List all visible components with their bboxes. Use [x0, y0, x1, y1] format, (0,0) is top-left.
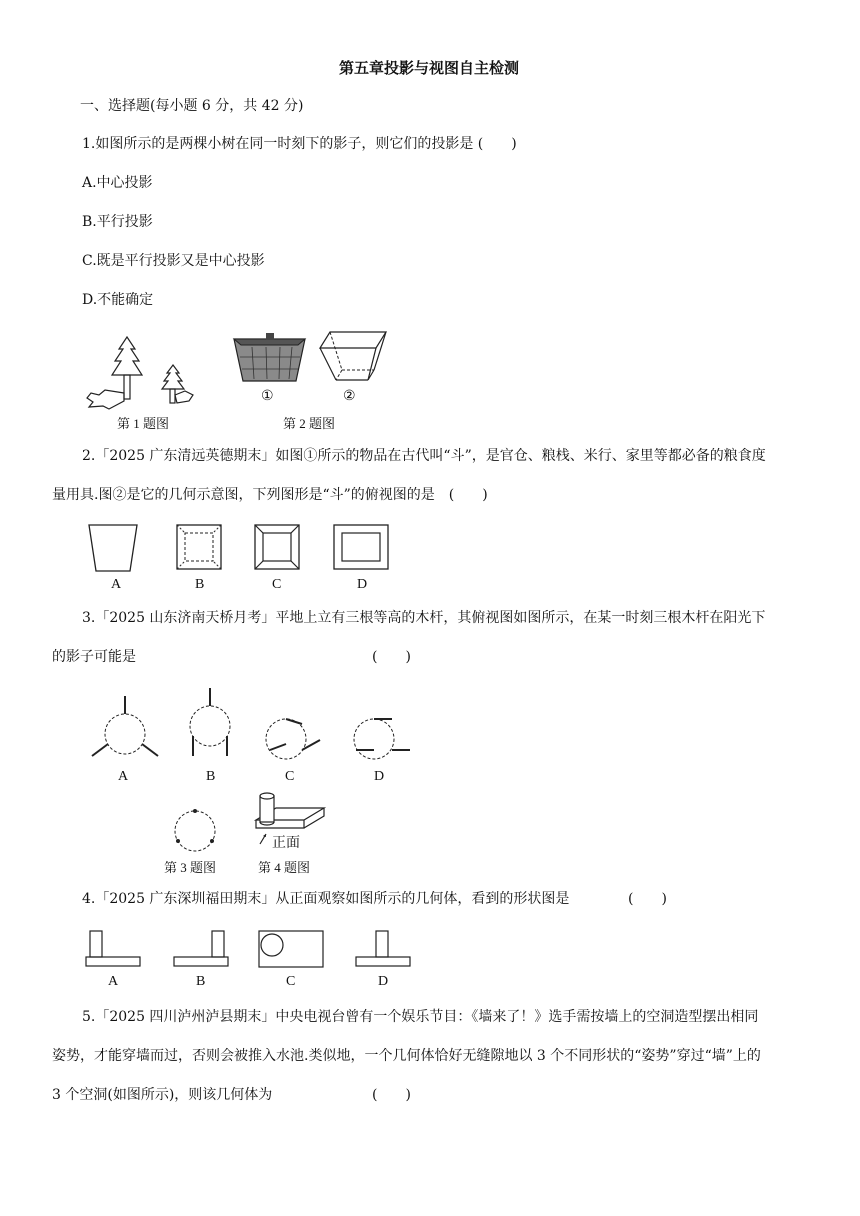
q4-choice-c-label: C	[286, 974, 296, 989]
fig3-caption: 第 3 题图	[164, 860, 217, 875]
fig2-frustum-diagram	[318, 330, 390, 386]
q4-stem: 4.「2025 广东深圳福田期末」从正面观察如图所示的几何体，看到的形状图是	[82, 891, 570, 907]
section-heading: 一、选择题(每小题 6 分，共 42 分)	[80, 98, 304, 114]
fig3-top-view-figure	[170, 806, 220, 856]
page-title: 第五章投影与视图自主检测	[339, 59, 520, 77]
q3-choice-d-label: D	[374, 769, 385, 784]
q3-choice-c-label: C	[285, 769, 295, 784]
q1-option-d[interactable]: D.不能确定	[82, 292, 154, 308]
q2-choice-a-figure[interactable]	[88, 524, 138, 572]
q4-choice-a-figure[interactable]	[85, 930, 141, 968]
q4-choice-d-figure[interactable]	[355, 930, 411, 968]
fig2-caption: 第 2 题图	[283, 416, 336, 431]
q3-choice-d-figure[interactable]	[344, 712, 414, 762]
q2-line1: 2.「2025 广东清远英德期末」如图①所示的物品在古代叫“斗”，是官仓、粮栈、米行、家里等都必备的粮食度	[82, 448, 766, 464]
q1-stem: 1.如图所示的是两棵小树在同一时刻下的影子，则它们的投影是 ( )	[82, 136, 517, 152]
q1-option-c[interactable]: C.既是平行投影又是中心投影	[82, 253, 265, 269]
q5-line1: 5.「2025 四川泸州泸县期末」中央电视台曾有一个娱乐节目：《墙来了！》选手需按墙上的空洞造型摆出相同	[82, 1009, 759, 1025]
q3-choice-a-label: A	[118, 769, 129, 784]
fig4-caption: 第 4 题图	[258, 860, 311, 875]
q2-choice-a-label: A	[111, 577, 122, 592]
q3-choice-a-figure[interactable]	[90, 694, 160, 764]
q2-choice-b-figure[interactable]	[176, 524, 222, 570]
q3-bracket: ( )	[372, 649, 411, 665]
q4-choice-a-label: A	[108, 974, 119, 989]
q3-choice-c-figure[interactable]	[258, 712, 324, 762]
q4-bracket: ( )	[628, 891, 667, 907]
q4-choice-b-figure[interactable]	[173, 930, 229, 968]
q2-line2: 量用具.图②是它的几何示意图，下列图形是“斗”的俯视图的是 ( )	[52, 487, 488, 503]
fig2-label-2: ②	[343, 389, 356, 404]
q3-line1: 3.「2025 山东济南天桥月考」平地上立有三根等高的木杆，其俯视图如图所示，在某一时刻三根木杆在阳光下	[82, 610, 766, 626]
q3-choice-b-label: B	[206, 769, 216, 784]
fig2-dou-photo	[232, 333, 307, 385]
q5-line2: 姿势，才能穿墙而过，否则会被推入水池.类似地，一个几何体恰好无缝隙地以 3 个不同形状的“姿势”穿过“墙”上的	[52, 1048, 761, 1064]
q4-choice-c-figure[interactable]	[258, 930, 324, 968]
fig4-front-label: 正面	[272, 836, 300, 851]
q4-choice-b-label: B	[196, 974, 206, 989]
q2-choice-d-figure[interactable]	[333, 524, 389, 570]
q4-choice-d-label: D	[378, 974, 389, 989]
q3-choice-b-figure[interactable]	[180, 686, 240, 762]
q1-option-a[interactable]: A.中心投影	[82, 175, 153, 191]
q2-choice-c-label: C	[272, 577, 282, 592]
q5-bracket: ( )	[372, 1087, 411, 1103]
fig2-label-1: ①	[261, 389, 274, 404]
fig1-trees-figure	[85, 335, 215, 410]
q2-choice-b-label: B	[195, 577, 205, 592]
fig1-caption: 第 1 题图	[117, 416, 170, 431]
q2-choice-d-label: D	[357, 577, 368, 592]
q3-line2: 的影子可能是	[52, 649, 136, 665]
q5-line3: 3 个空洞(如图所示)，则该几何体为	[52, 1087, 273, 1103]
q2-choice-c-figure[interactable]	[254, 524, 300, 570]
q1-option-b[interactable]: B.平行投影	[82, 214, 153, 230]
